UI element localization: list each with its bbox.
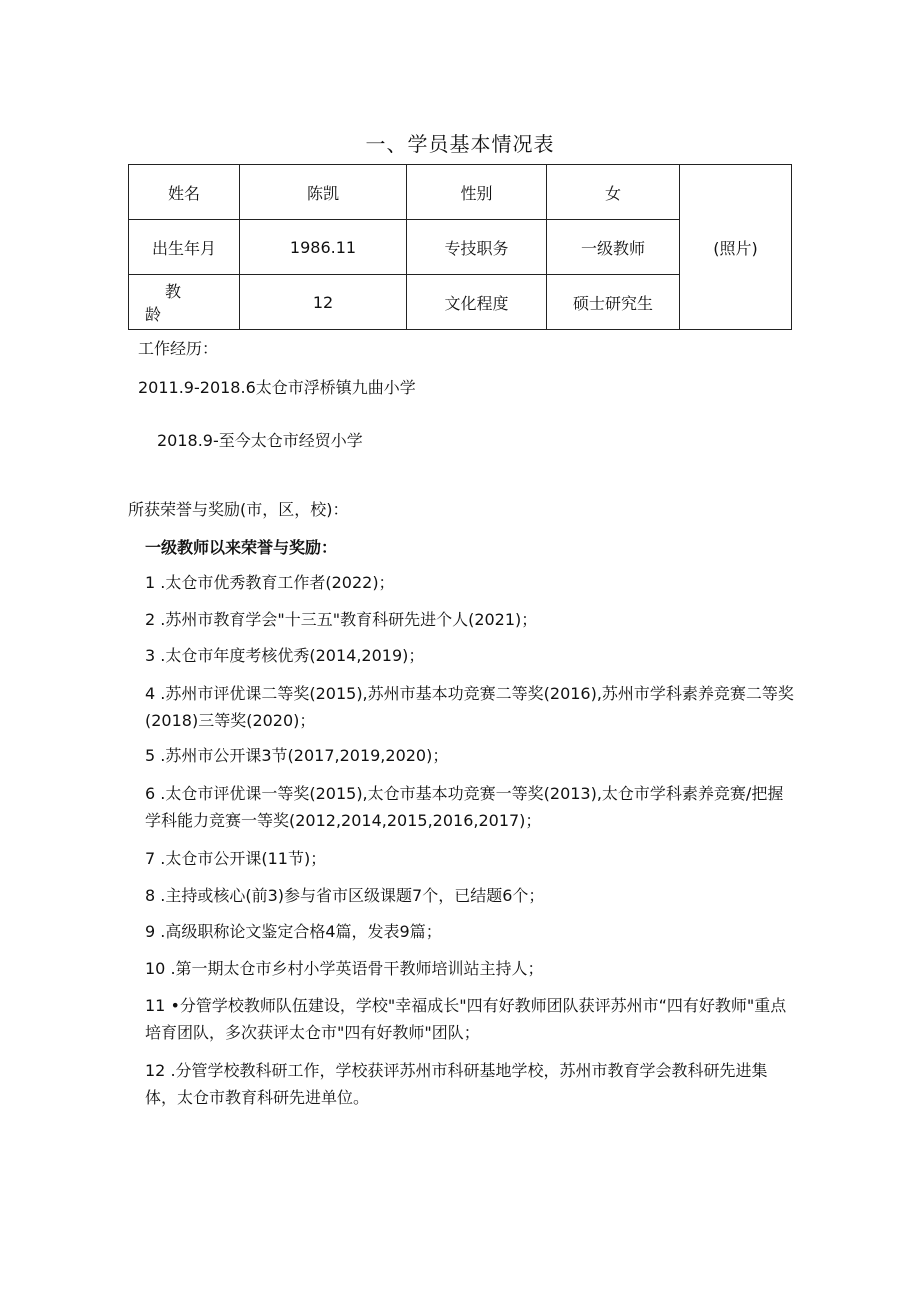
honor-item: 11 •分管学校教师队伍建设，学校"幸福成长"四有好教师团队获评苏州市“四有好教师"重点培育团队，多次获评太仓市"四有好教师"团队；: [145, 996, 787, 1042]
work-history-item: 2018.9-至今太仓市经贸小学: [157, 431, 363, 450]
honor-item: 8 .主持或核心(前3)参与省市区级课题7个，已结题6个；: [145, 886, 545, 905]
page-title: 一、学员基本情况表: [365, 132, 555, 156]
work-history-item: 2011.9-2018.6太仓市浮桥镇九曲小学: [138, 378, 416, 397]
photo-cell: (照片): [680, 165, 792, 330]
birth-label: 出生年月: [129, 220, 240, 275]
work-history-heading: 工作经历：: [138, 339, 219, 358]
honor-item: 4 .苏州市评优课二等奖(2015),苏州市基本功竞赛二等奖(2016),苏州市学科素养竞赛二等奖(2018)三等奖(2020)；: [145, 684, 794, 730]
honor-item: 10 .第一期太仓市乡村小学英语骨干教师培训站主持人；: [145, 959, 544, 978]
teaching-age-value: 12: [240, 275, 407, 330]
honors-subheading: 一级教师以来荣誉与奖励：: [145, 538, 338, 557]
birth-value: 1986.11: [240, 220, 407, 275]
honor-item: 12 .分管学校教科研工作，学校获评苏州市科研基地学校，苏州市教育学会教科研先进集体，太仓市教育科研先进单位。: [145, 1061, 768, 1107]
honor-item: 6 .太仓市评优课一等奖(2015),太仓市基本功竞赛一等奖(2013),太仓市学科素养竞赛/把握学科能力竞赛一等奖(2012,2014,2015,2016,2017)；: [145, 784, 784, 830]
education-label: 文化程度: [407, 275, 547, 330]
honor-item: 9 .高级职称论文鉴定合格4篇，发表9篇；: [145, 922, 442, 941]
honor-item: 5 .苏州市公开课3节(2017,2019,2020)；: [145, 746, 449, 765]
honor-item: 7 .太仓市公开课(11节)；: [145, 849, 327, 868]
gender-label: 性别: [407, 165, 547, 220]
title-label: 专技职务: [407, 220, 547, 275]
education-value: 硕士研究生: [547, 275, 680, 330]
gender-value: 女: [547, 165, 680, 220]
honor-item: 3 .太仓市年度考核优秀(2014,2019)；: [145, 646, 425, 665]
honors-heading: 所获荣誉与奖励(市，区，校)：: [128, 500, 349, 519]
title-value: 一级教师: [547, 220, 680, 275]
honor-item: 2 .苏州市教育学会"十三五"教育科研先进个人(2021)；: [145, 610, 538, 629]
honor-item: 1 .太仓市优秀教育工作者(2022)；: [145, 573, 395, 592]
teaching-age-label: 教 龄: [129, 275, 240, 330]
name-value: 陈凯: [240, 165, 407, 220]
basic-info-table: [128, 164, 792, 330]
name-label: 姓名: [129, 165, 240, 220]
